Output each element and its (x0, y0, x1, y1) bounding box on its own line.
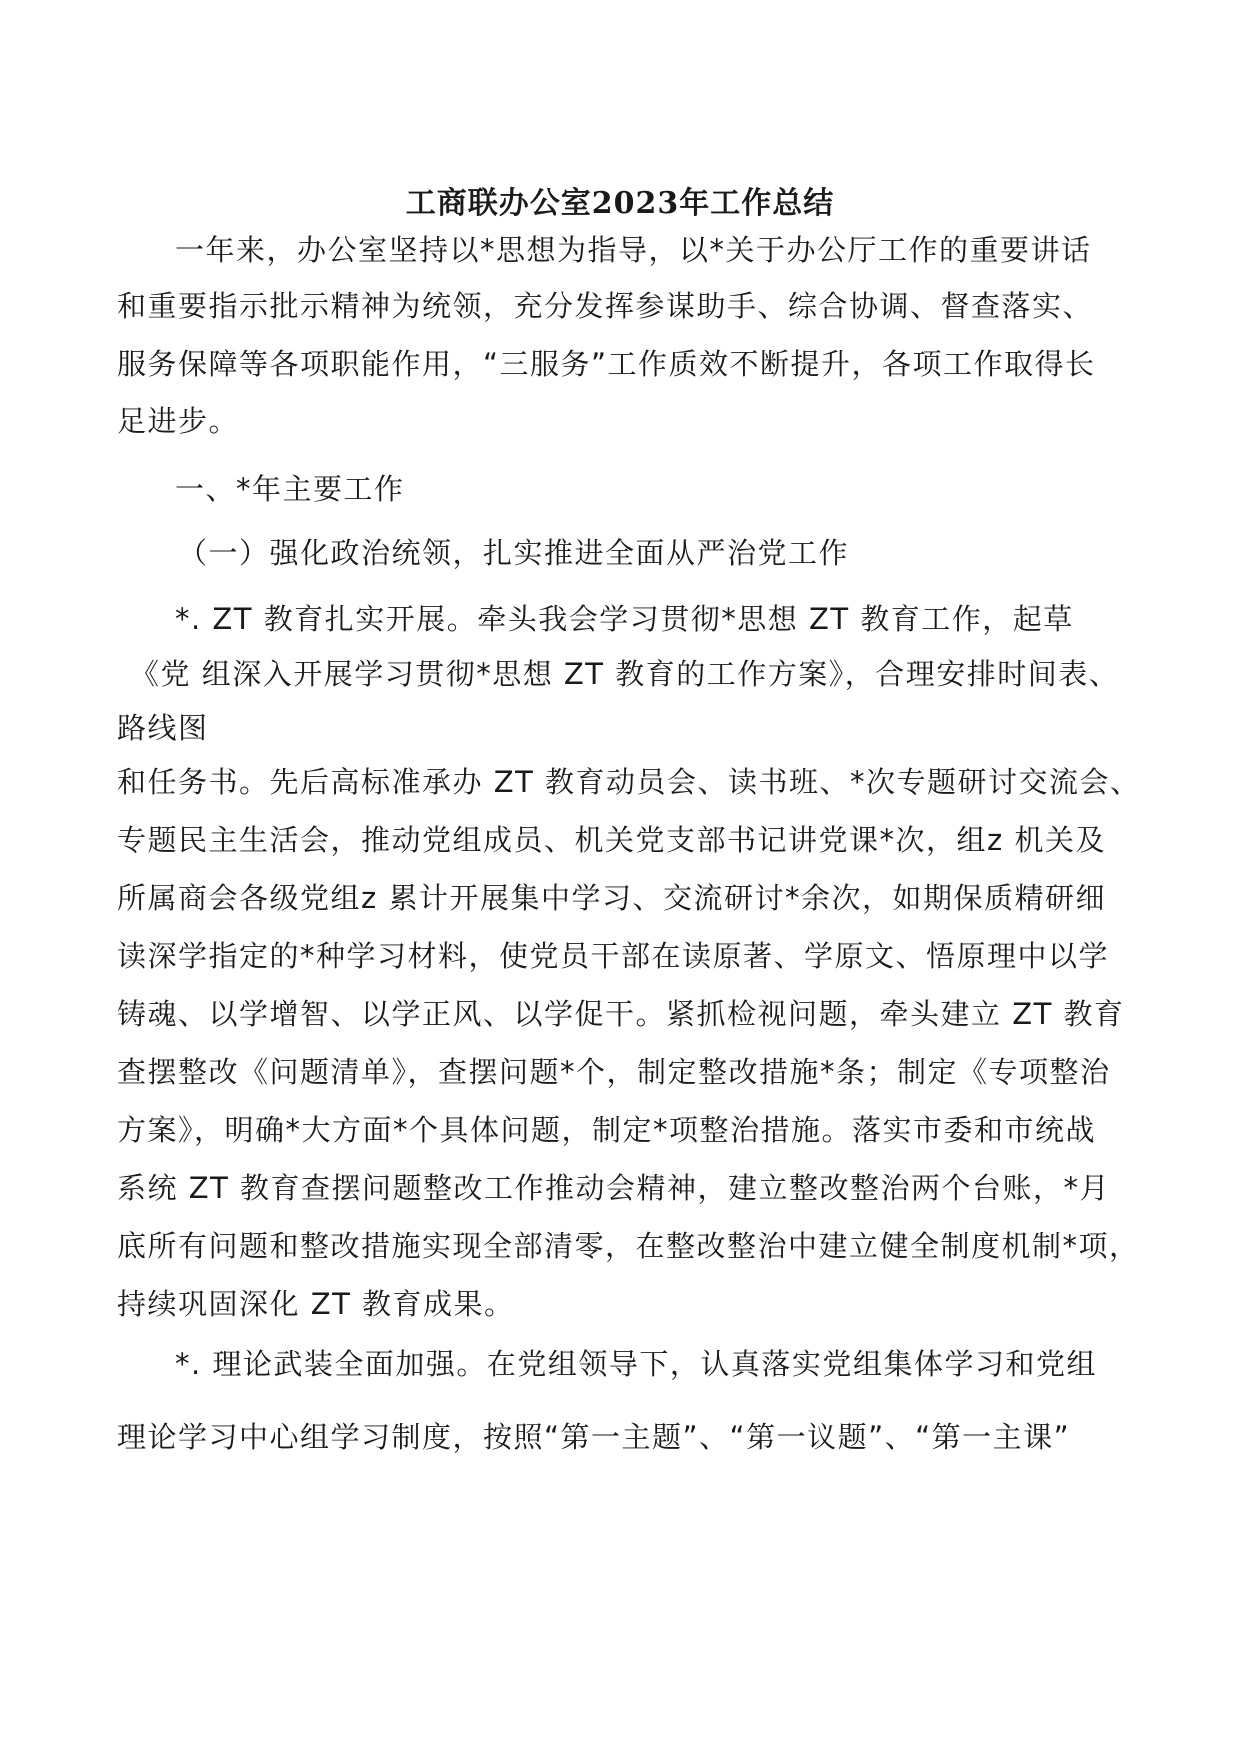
body-line: 方案》，明确*大方面*个具体问题，制定*项整治措施。落实市委和市统战 (117, 1113, 1097, 1147)
body-line: 所属商会各级党组z 累计开展集中学习、交流研讨*余次，如期保质精研细 (117, 881, 1106, 915)
body-line: 铸魂、以学增智、以学正风、以学促干。紧抓检视问题，牵头建立 ZT 教育 (117, 997, 1125, 1031)
body-line: 和重要指示批示精神为统领，充分发挥参谋助手、综合协调、督查落实、 (117, 289, 1094, 323)
body-line: 一年来，办公室坚持以*思想为指导，以*关于办公厅工作的重要讲话 (175, 233, 1092, 267)
body-line: 查摆整改《问题清单》，查摆问题*个，制定整改措施*条；制定《专项整治 (117, 1055, 1111, 1089)
body-line: 服务保障等各项职能作用，“三服务”工作质效不断提升，各项工作取得长 (117, 347, 1096, 381)
body-line: 系统 ZT 教育查摆问题整改工作推动会精神，建立整改整治两个台账，*月 (117, 1171, 1111, 1205)
body-line: 专题民主生活会，推动党组成员、机关党支部书记讲党课*次，组z 机关及 (117, 823, 1106, 857)
body-line: 足进步。 (117, 404, 240, 438)
body-line: *. 理论武装全面加强。在党组领导下，认真落实党组集体学习和党组 (175, 1347, 1097, 1381)
body-line: 和任务书。先后高标准承办 ZT 教育动员会、读书班、*次专题研讨交流会、 (117, 765, 1141, 799)
body-line: 持续巩固深化 ZT 教育成果。 (117, 1287, 515, 1321)
subsection-heading: （一）强化政治统领，扎实推进全面从严治党工作 (178, 536, 850, 570)
body-line: 底所有问题和整改措施实现全部清零，在整改整治中建立健全制度机制*项， (117, 1229, 1140, 1263)
body-line: 读深学指定的*种学习材料，使党员干部在读原著、学原文、悟原理中以学 (117, 939, 1110, 973)
body-line: 理论学习中心组学习制度，按照“第一主题”、“第一议题”、“第一主课” (117, 1420, 1071, 1454)
section-heading: 一、*年主要工作 (175, 472, 405, 506)
body-line: *. ZT 教育扎实开展。牵头我会学习贯彻*思想 ZT 教育工作，起草 (175, 602, 1074, 636)
body-line: 路线图 (117, 711, 209, 745)
document-title: 工商联办公室2023年工作总结 (405, 186, 835, 221)
body-line: 《党 组深入开展学习贯彻*思想 ZT 教育的工作方案》，合理安排时间表、 (130, 657, 1120, 691)
